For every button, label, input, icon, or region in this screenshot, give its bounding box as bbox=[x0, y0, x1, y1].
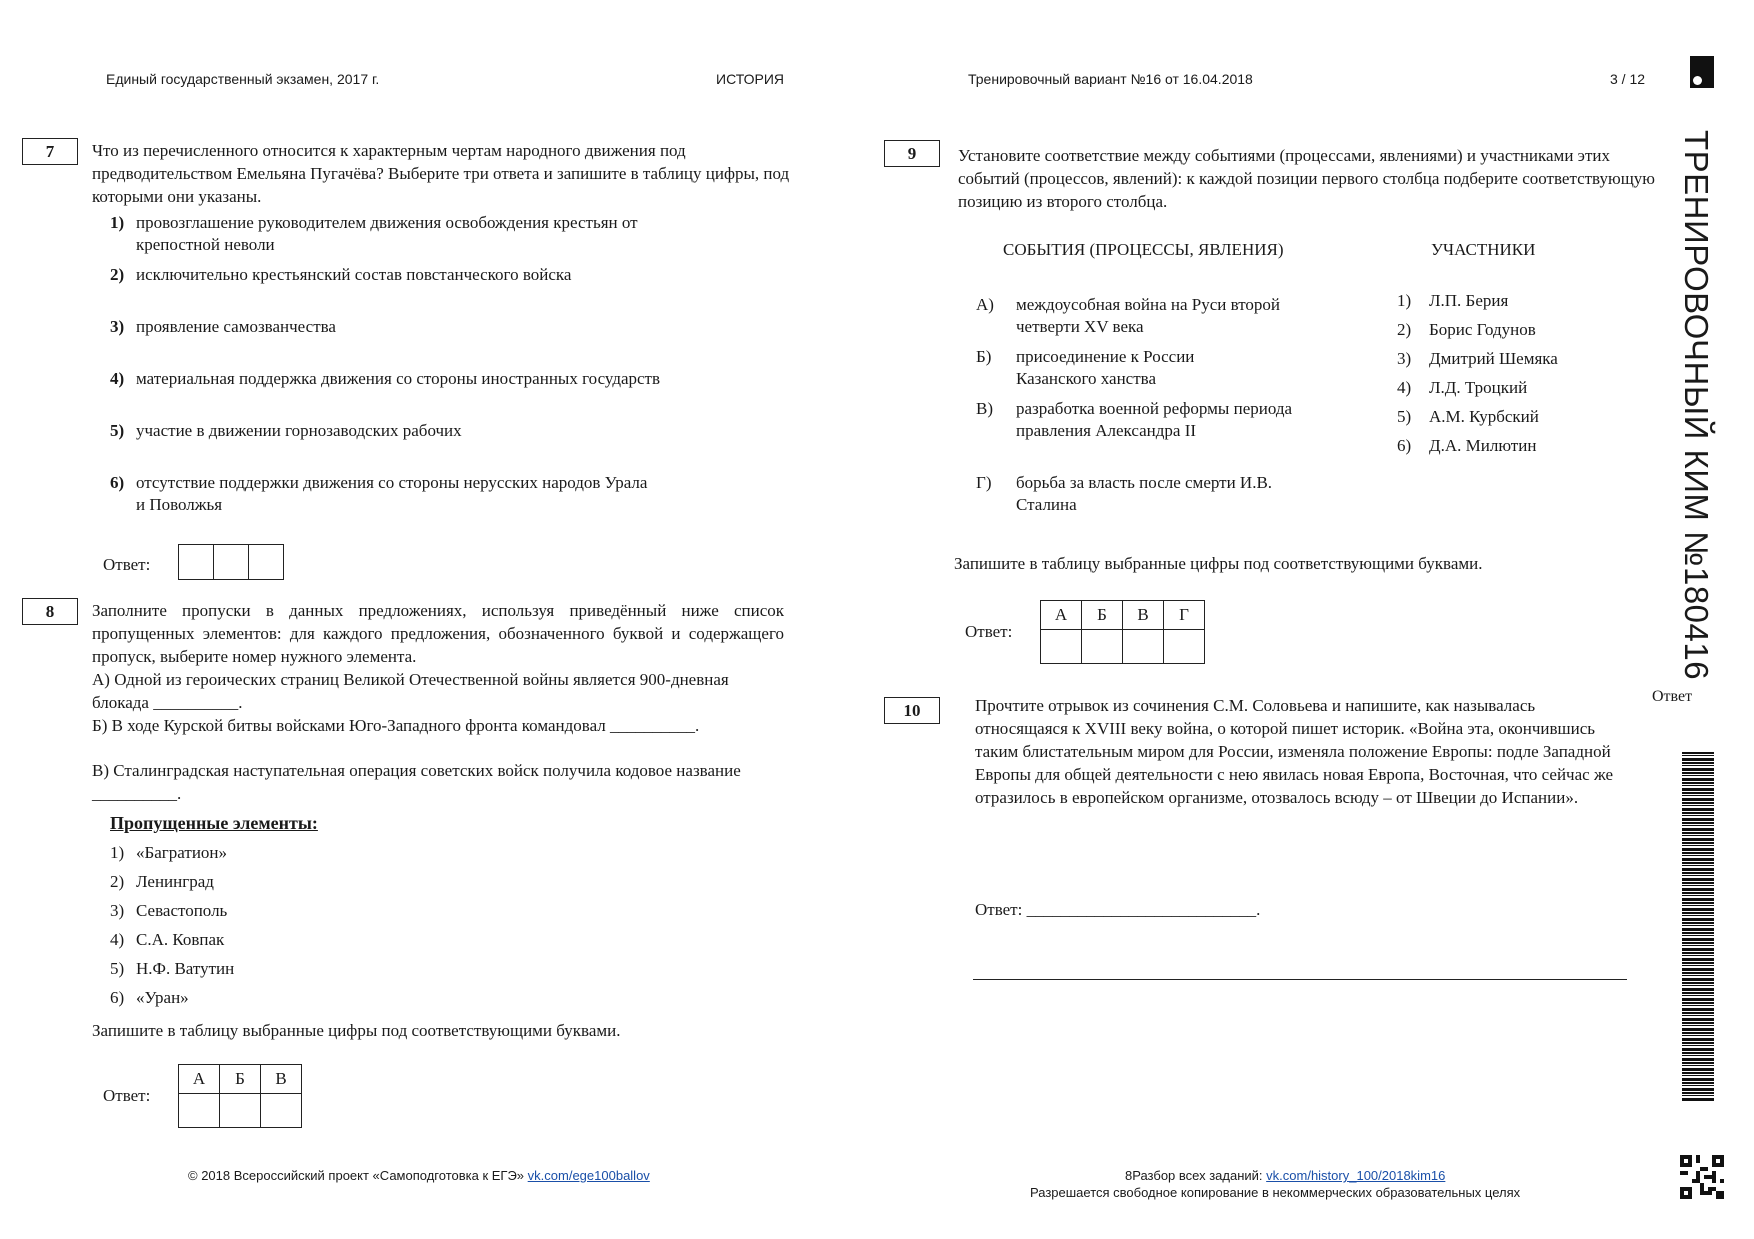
q9-answer-table[interactable] bbox=[1040, 600, 1205, 664]
q7-answer-label: Ответ: bbox=[103, 555, 151, 574]
header-subject: ИСТОРИЯ bbox=[716, 71, 785, 87]
q8-element: 4) С.А. Ковпак bbox=[110, 930, 225, 949]
q8-sentence-b: Б) В ходе Курской битвы войсками Юго-Западного фронта командовал __________. bbox=[92, 716, 700, 735]
letter-header: Г bbox=[1164, 601, 1205, 630]
q8-sentence-c: В) Сталинградская наступательная операция советских войск получила кодовое название __________. bbox=[92, 761, 741, 803]
footer-right bbox=[1125, 1168, 1445, 1183]
q9-participant: 6) Д.А. Милютин bbox=[1397, 436, 1537, 455]
q8-element: 6) «Уран» bbox=[110, 988, 189, 1007]
q8-element: 1) «Багратион» bbox=[110, 843, 228, 862]
q9-participant: 3) Дмитрий Шемяка bbox=[1397, 349, 1558, 368]
q8-element: 2) Ленинград bbox=[110, 872, 214, 891]
q10-answer-line[interactable] bbox=[973, 979, 1627, 980]
q9-participant: 2) Борис Годунов bbox=[1397, 320, 1536, 339]
q9-event-letter: В) bbox=[976, 399, 993, 418]
answer-cell[interactable] bbox=[1041, 630, 1082, 664]
corner-mark bbox=[1690, 56, 1714, 88]
qr-code bbox=[1680, 1155, 1724, 1199]
q8-element: 3) Севастополь bbox=[110, 901, 228, 920]
q8-missing-title: Пропущенные элементы: bbox=[110, 813, 318, 833]
footer-right-link[interactable]: vk.com/history_100/2018kim16 bbox=[1266, 1168, 1446, 1183]
q9-participant: 1) Л.П. Берия bbox=[1397, 291, 1509, 310]
footer-analysis: 8Разбор всех заданий: bbox=[1125, 1168, 1263, 1183]
q7-answer-box[interactable] bbox=[178, 544, 284, 580]
q7-option: 5) участие в движении горнозаводских рабочих bbox=[110, 421, 462, 440]
side-answer-label: Ответ bbox=[1652, 688, 1693, 705]
header-exam: Единый государственный экзамен, 2017 г. bbox=[106, 71, 380, 87]
q8-answer-label: Ответ: bbox=[103, 1086, 151, 1105]
footer-left-link[interactable]: vk.com/ege100ballov bbox=[527, 1168, 650, 1183]
q8-sentence-a: А) Одной из героических страниц Великой Отечественной войны является 900-дневная блокада __________. bbox=[92, 670, 729, 712]
q9-event: присоединение к России Казанского ханства bbox=[1016, 347, 1195, 388]
q9-answer-label: Ответ: bbox=[965, 622, 1013, 641]
question-number-9: 9 bbox=[884, 140, 940, 167]
footer-license: Разрешается свободное копирование в некоммерческих образовательных целях bbox=[1030, 1185, 1521, 1200]
answer-cell[interactable] bbox=[179, 1094, 220, 1128]
answer-cell[interactable] bbox=[214, 545, 249, 580]
q7-option-cont: и Поволжья bbox=[136, 495, 223, 514]
answer-cell[interactable] bbox=[179, 545, 214, 580]
q9-col2-title: УЧАСТНИКИ bbox=[1431, 240, 1536, 259]
footer-copyright: © 2018 Всероссийский проект «Самоподготовка к ЕГЭ» bbox=[188, 1168, 525, 1183]
question-number-7: 7 bbox=[22, 138, 78, 165]
header-page: 3 / 12 bbox=[1610, 71, 1646, 87]
q8-element: 5) Н.Ф. Ватутин bbox=[110, 959, 235, 978]
q10-answer-label: Ответ: ___________________________. bbox=[975, 900, 1261, 919]
footer-left bbox=[188, 1168, 650, 1183]
q7-option: 3) проявление самозванчества bbox=[110, 317, 336, 336]
answer-cell[interactable] bbox=[1082, 630, 1123, 664]
q9-instruction: Запишите в таблицу выбранные цифры под соответствующими буквами. bbox=[954, 554, 1483, 573]
answer-cell[interactable] bbox=[249, 545, 284, 580]
q9-event-letter: А) bbox=[976, 295, 994, 314]
q7-option: 4) материальная поддержка движения со стороны иностранных государств bbox=[110, 369, 661, 388]
q9-event: борьба за власть после смерти И.В. Сталина bbox=[1016, 473, 1273, 514]
header-variant: Тренировочный вариант №16 от 16.04.2018 bbox=[968, 71, 1253, 87]
q7-option: 6) отсутствие поддержки движения со стороны нерусских народов Урала bbox=[110, 473, 648, 492]
q9-participant: 5) А.М. Курбский bbox=[1397, 407, 1539, 426]
question-7-text: Что из перечисленного относится к характерным чертам народного движения под предводительством Емельяна Пугачёва? Выберите три ответа и запишите в таблицу цифры, под которыми они указаны. bbox=[92, 141, 790, 206]
question-number-10: 10 bbox=[884, 697, 940, 724]
q8-answer-table[interactable] bbox=[178, 1064, 302, 1128]
letter-header: Б bbox=[220, 1065, 261, 1094]
answer-cell[interactable] bbox=[220, 1094, 261, 1128]
answer-cell[interactable] bbox=[261, 1094, 302, 1128]
q9-participant: 4) Л.Д. Троцкий bbox=[1397, 378, 1528, 397]
question-8-intro: Заполните пропуски в данных предложениях, используя приведённый ниже список пропущенных элементов: для каждого предложения, обозначенного буквой и содержащего пропуск, выберите номер нужного элемента. bbox=[92, 601, 784, 666]
letter-header: В bbox=[1123, 601, 1164, 630]
q9-event: разработка военной реформы периода правления Александра II bbox=[1016, 399, 1293, 440]
q9-col1-title: СОБЫТИЯ (ПРОЦЕССЫ, ЯВЛЕНИЯ) bbox=[1003, 240, 1284, 259]
letter-header: А bbox=[179, 1065, 220, 1094]
q7-option-cont: крепостной неволи bbox=[136, 235, 275, 254]
letter-header: Б bbox=[1082, 601, 1123, 630]
side-banner: ТРЕНИРОВОЧНЫЙ КИМ №180416 bbox=[1678, 130, 1715, 681]
q7-option: 1) провозглашение руководителем движения освобождения крестьян от bbox=[110, 213, 638, 232]
q9-event-letter: Б) bbox=[976, 347, 992, 366]
question-10-text: Прочтите отрывок из сочинения С.М. Соловьева и напишите, как называлась относящаяся к XVIII веку война, о которой пишет историк. «Война эта, окончившись таким блистательным миром для России, изменяла положение Европы: подле Западной Европы для общей деятельности с нею явилась новая Европа, Восточная, что сейчас же отразилось в европейском организме, отозвалось всюду – от Швеции до Испании». bbox=[975, 696, 1614, 807]
answer-cell[interactable] bbox=[1164, 630, 1205, 664]
question-9-intro: Установите соответствие между событиями (процессами, явлениями) и участниками этих событий (процессов, явлений): к каждой позиции первого столбца подберите соответствующую позицию из второго столбца. bbox=[958, 146, 1655, 211]
letter-header: В bbox=[261, 1065, 302, 1094]
answer-cell[interactable] bbox=[1123, 630, 1164, 664]
letter-header: А bbox=[1041, 601, 1082, 630]
question-number-8: 8 bbox=[22, 598, 78, 625]
q9-event-letter: Г) bbox=[976, 473, 992, 492]
q8-instruction: Запишите в таблицу выбранные цифры под соответствующими буквами. bbox=[92, 1021, 621, 1040]
barcode bbox=[1682, 752, 1714, 1102]
q9-event: междоусобная война на Руси второй четверти XV века bbox=[1016, 295, 1281, 336]
q7-option: 2) исключительно крестьянский состав повстанческого войска bbox=[110, 265, 572, 284]
